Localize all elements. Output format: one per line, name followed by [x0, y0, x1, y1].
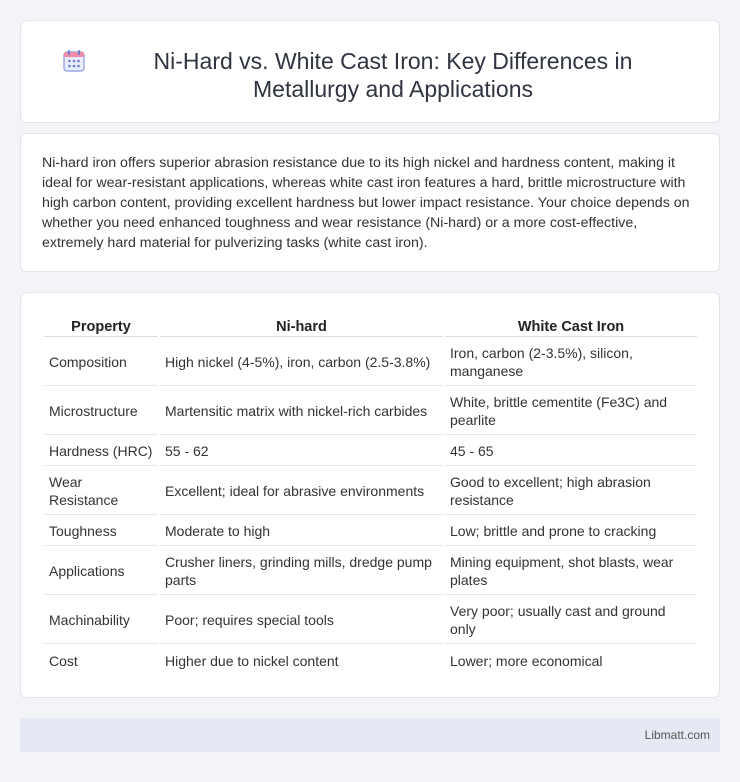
header-ni-hard: Ni-hard — [160, 315, 443, 337]
ni-hard-cell: Excellent; ideal for abrasive environments — [160, 468, 443, 515]
property-cell: Cost — [49, 652, 78, 669]
property-cell: Microstructure — [44, 388, 158, 435]
table-row — [44, 548, 697, 595]
ni-hard-cell: Poor; requires special tools — [160, 597, 443, 644]
white-cast-iron-cell: Mining equipment, shot blasts, wear plates — [445, 548, 697, 595]
header-white-cast-iron: White Cast Iron — [445, 315, 697, 337]
white-cast-iron-cell: Very poor; usually cast and ground only — [445, 597, 697, 644]
ni-hard-cell: Higher due to nickel content — [165, 652, 339, 669]
white-cast-iron-cell: Good to excellent; high abrasion resistance — [445, 468, 697, 515]
table-row — [44, 597, 697, 644]
table-row — [44, 339, 697, 386]
table-row — [44, 646, 697, 675]
title-wrap — [21, 21, 719, 103]
white-cast-iron-cell: Iron, carbon (2-3.5%), silicon, manganese — [445, 339, 697, 386]
footer-site-link[interactable]: Libmatt.com — [644, 728, 710, 742]
page-title: Ni-Hard vs. White Cast Iron: Key Differences in Metallurgy and Applications — [153, 48, 633, 102]
header-property: Property — [44, 315, 158, 337]
intro-paragraph: Ni-hard iron offers superior abrasion resistance due to its high nickel and hardness content, making it ideal for wear-resistant applications, whereas white cast iron features a hard, brittle microstructure with high carbon content, providing excellent hardness but lower impact resistance. Your choice depends on whether you need enhanced toughness and wear resistance (Ni-hard) or a more cost-effective, extremely hard material for pulverizing tasks (white cast iron). — [42, 155, 690, 251]
white-cast-iron-cell: Lower; more economical — [450, 652, 603, 669]
intro-card — [20, 133, 720, 272]
white-cast-iron-cell: Low; brittle and prone to cracking — [445, 517, 697, 546]
table-row — [44, 437, 697, 466]
ni-hard-cell: Crusher liners, grinding mills, dredge pump parts — [160, 548, 443, 595]
footer-bar — [20, 718, 720, 752]
title-card — [20, 20, 720, 123]
ni-hard-cell: High nickel (4-5%), iron, carbon (2.5-3.8%) — [160, 339, 443, 386]
calendar-icon — [61, 48, 87, 74]
white-cast-iron-cell: 45 - 65 — [445, 437, 697, 466]
table-row — [44, 388, 697, 435]
white-cast-iron-cell: White, brittle cementite (Fe3C) and pearlite — [445, 388, 697, 435]
property-cell: Toughness — [44, 517, 158, 546]
property-cell: Wear Resistance — [44, 468, 158, 515]
table-row — [44, 517, 697, 546]
property-cell: Hardness (HRC) — [44, 437, 158, 466]
ni-hard-cell: Martensitic matrix with nickel-rich carbides — [160, 388, 443, 435]
property-cell: Machinability — [44, 597, 158, 644]
property-cell: Applications — [44, 548, 158, 595]
table-header-row — [44, 315, 697, 337]
table-row — [44, 468, 697, 515]
property-cell: Composition — [44, 339, 158, 386]
comparison-table — [42, 313, 699, 677]
ni-hard-cell: 55 - 62 — [160, 437, 443, 466]
comparison-card — [20, 292, 720, 698]
ni-hard-cell: Moderate to high — [160, 517, 443, 546]
